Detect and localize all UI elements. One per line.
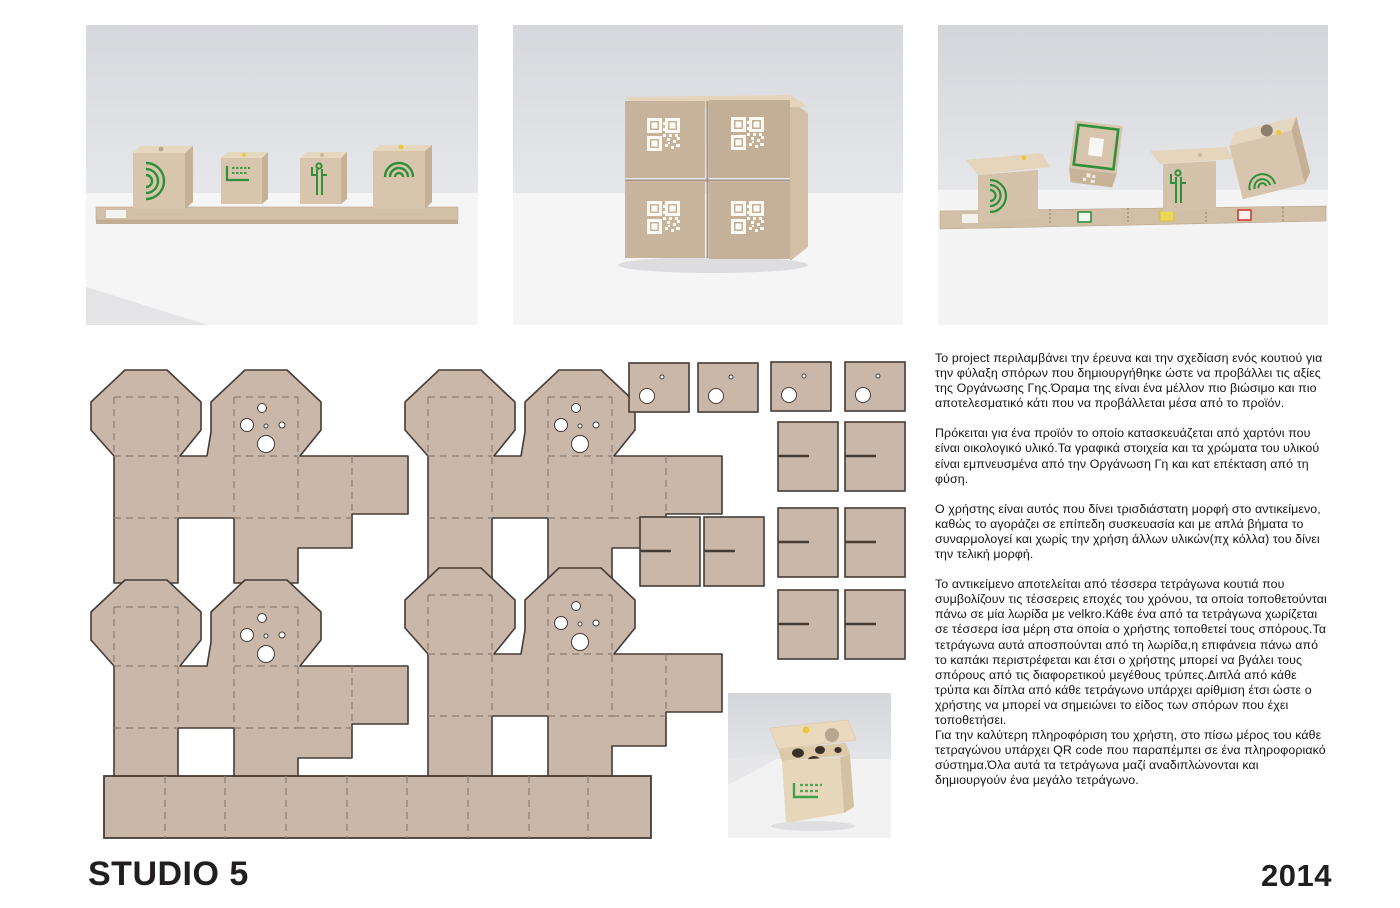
paragraph: Το αντικείμενο αποτελείται από τέσσερα τετράγωνα κουτιά που συμβολίζουν τις τέσσερεις εποχές του χρόνου, τα οποία τοποθετούνται πάνω σε μία λωρίδα με velkro.Κάθε ένα από τα τετράγωνα χωρίζεται σε τέσσερα ίσα μέρη στα οποία ο χρήστης τοποθετεί τους σπόρους.Τα τετράγωνα αυτά αποσπούνται από τη λωρίδα,η επιφάνεια πάνω από το καπάκι περιστρέφεται και έτσι ο χρήστης μπορεί να βγάλει τους σπόρους από τις διαφορετικού μεγέθους τρύπες.Διπλά από κάθε τρύπα και δίπλα από κάθε τετράγωνο υπάρχει αρίθμιση έτσι ώστε ο χρήστης να μπορεί να σημειώνει το είδος των σπόρων που έχει τοποθετήσει.: [935, 577, 1327, 727]
strip-label: [106, 210, 126, 218]
die-cut-template-3: [91, 580, 408, 793]
lid-square-hole: [698, 363, 758, 412]
shadow: [771, 821, 855, 831]
studio-title: STUDIO 5: [88, 855, 249, 893]
lid-square-hole: [845, 362, 905, 411]
die-cut-template-4: [405, 568, 722, 781]
qr-box: [709, 182, 790, 259]
paragraph: Για την καλύτερη πληροφόριση του χρήστη, στο πίσω μέρος του κάθε τετραγώνου υπάρχει QR code που παραπέμπει σε ένα πληροφοριακό σύστημα.Όλα αυτά τα τετράγωνα μαζί αναδιπλώνονται και δημιουργούν ένα μεγάλο τετράγωνο.: [935, 728, 1326, 788]
seed: [1022, 156, 1027, 161]
project-description: [935, 351, 1333, 803]
qr-box-stack: [625, 95, 808, 261]
lid-hole: [825, 728, 839, 742]
divider-square: [778, 422, 838, 491]
paragraph: Πρόκειται για ένα προϊόν το οποίο κατασκευάζεται από χαρτόνι που είναι οικολογικό υλικό.Τα γραφικά στοιχεία και τα χρώματα του υλικού είναι εμπνευσμένα από την Οργάνωση Γη και κατ επέκταση από τη φύση.: [935, 426, 1320, 486]
seed-box-spiral: [133, 146, 193, 209]
velcro-strip: [96, 207, 458, 224]
divider-square: [778, 590, 838, 659]
paragraph: Το project περιλαμβάνει την έρευνα και την σχεδίαση ενός κουτιού για την φύλαξη σπόρων που δημιουργήθηκε ώστε να προβάλλει τις αξίες της Οργάνωσης Γης.Όραμα της είναι ένα μέλλον πιο βιώσιμο και πιο αποτελεσματικό κάτι που να προβάλλεται μέσα από το προϊόν.: [935, 351, 1323, 411]
year-label: 2014: [1261, 858, 1332, 893]
qr-box: [625, 101, 705, 178]
divider-square: [704, 517, 764, 586]
seed: [803, 727, 810, 734]
seed-box-arcs: [373, 145, 432, 209]
paragraph: Ο χρήστης είναι αυτός που δίνει τρισδιάστατη μορφή στο αντικείμενο, καθώς το αγοράζει σε επίπεδη συσκευασία και με απλά βήματα το συναρμολογεί και χωρίς την χρήση άλλων υλικών(πχ κόλλα) του δίνει την τελική μορφή.: [935, 501, 1321, 562]
photo-qr-stack: [513, 25, 903, 325]
divider-square: [778, 508, 838, 577]
strip-die-cut: [104, 776, 651, 838]
box-spiral-with-lid: [966, 153, 1050, 223]
seed: [242, 153, 246, 157]
divider-square: [845, 422, 905, 491]
seed-box-figure: [300, 152, 347, 204]
strip-label-green: [1078, 212, 1091, 222]
strip-label-red: [1238, 210, 1251, 220]
qr-box: [709, 100, 790, 178]
divider-square: [845, 508, 905, 577]
lid-square-hole: [771, 362, 831, 411]
strip-label-white: [962, 214, 978, 223]
divider-square: [640, 517, 700, 586]
shadow: [618, 257, 808, 273]
lid-square-hole: [629, 363, 689, 412]
photo-four-boxes-on-strip: [86, 25, 478, 325]
strip-label-yellow: [1160, 211, 1174, 221]
photo-assembled-box: [728, 693, 891, 838]
seed-box-logo: [221, 152, 268, 204]
die-cut-template-1: [91, 370, 408, 583]
photo-boxes-lifting-off-strip: [938, 25, 1328, 325]
divider-square: [845, 590, 905, 659]
box-bottom-green-frame: [1068, 120, 1123, 187]
